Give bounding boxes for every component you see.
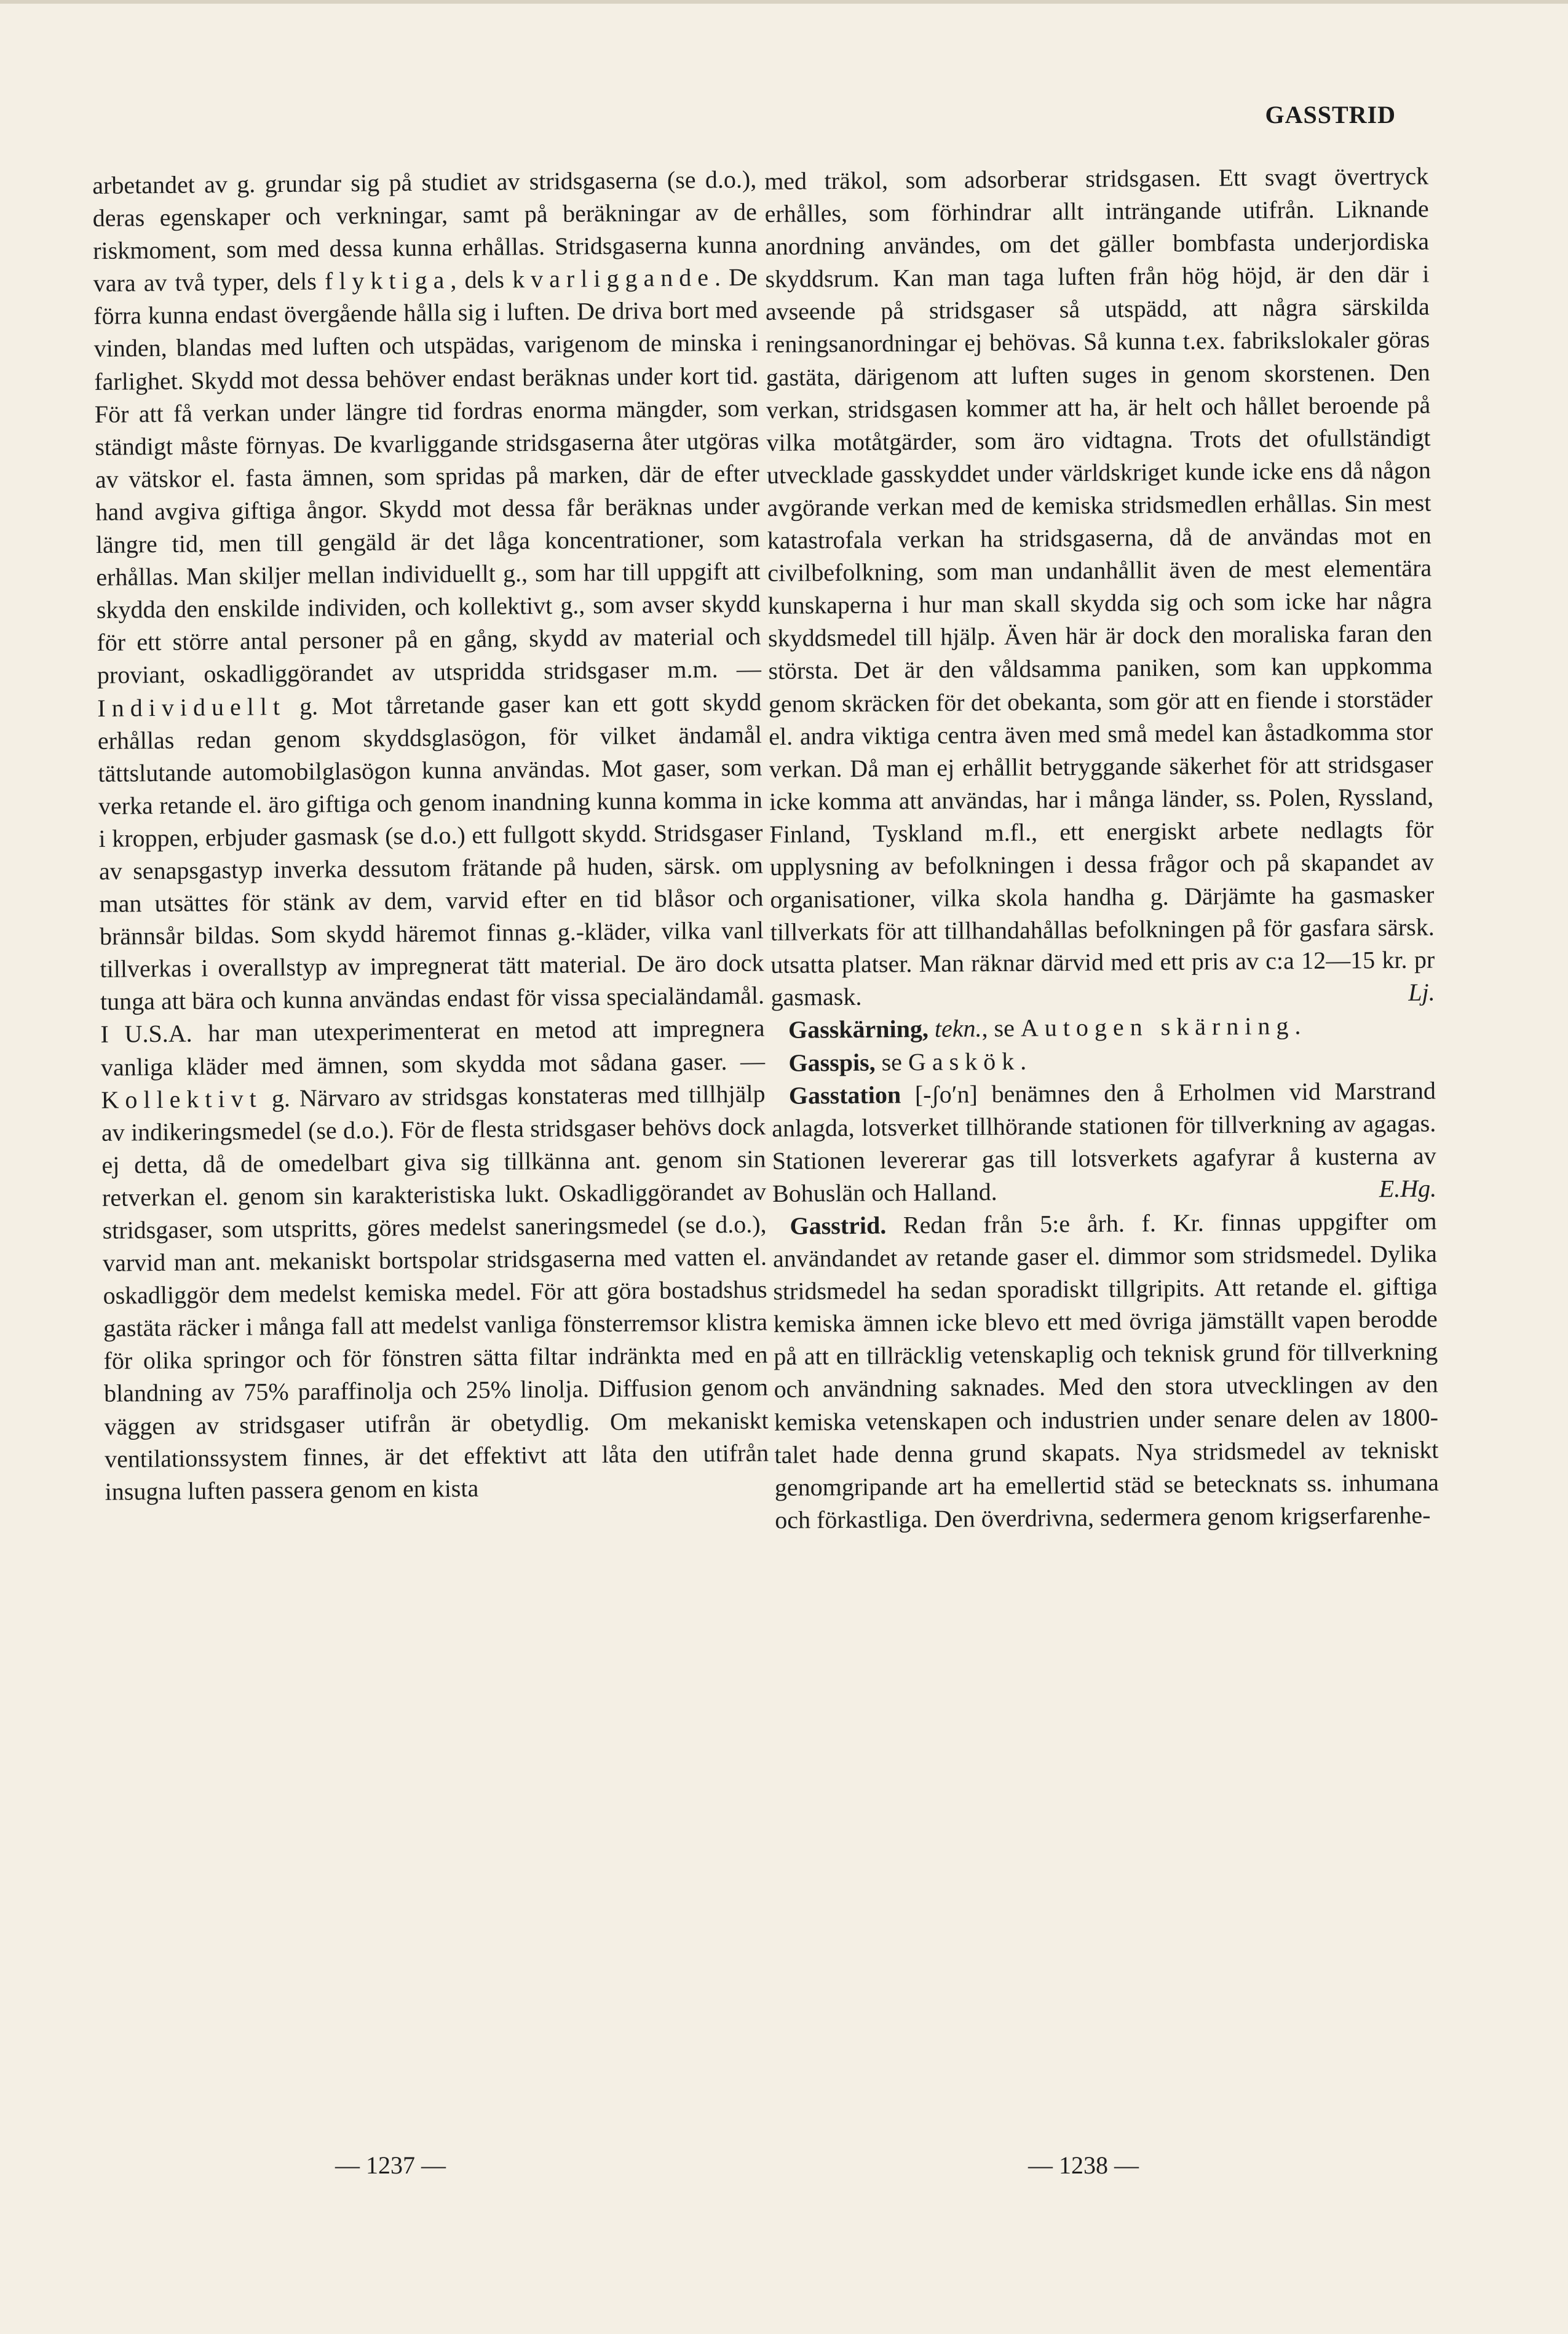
spaced-term-kollektivt: Kollektivt (101, 1084, 263, 1114)
entry-gasstation (772, 1074, 1437, 1210)
text-run: , dels (450, 265, 513, 294)
right-paragraph (764, 160, 1435, 1014)
cross-reference: Autogen skärning (1020, 1012, 1295, 1042)
entry-headword: Gasskärning, (788, 1015, 929, 1044)
page-top-edge (0, 0, 1568, 4)
text-run: med träkol, som adsorberar stridsgasen. Ett svagt övertryck erhålles, som förhindrar allt inträngande utifrån. Liknande anordning användes, om det gäller bombfasta underjordiska skyddsrum. Kan man taga luften från hög höjd, är den där i avseende på stridsgaser så utspädd, att några särskilda reningsanordningar ej behövas. Så kunna t.ex. fabrikslokaler göras gastäta, därigenom att luften suges in genom skorstenen. Den verkan, stridsgasen kommer att ha, är helt och hållet beroende på vilka motåtgärder, som äro vidtagna. Trots det ofullständigt utvecklade gasskyddet under världskriget kunde icke ens då någon avgörande verkan med de kemiska stridsmedlen erhållas. Sin mest katastrofala verkan ha stridsgaserna, då de användas mot en civilbefolkning, som man undanhållit även de mest elementära kunskaperna i hur man skall skydda sig och som icke har några skyddsmedel till hjälp. Även här är dock den moraliska faran den största. Det är den våldsamma paniken, som kan uppkomma genom skräcken för det obekanta, som gör att en fiende i storstäder el. andra viktiga centra även med små medel kan åstadkomma stor verkan. Då man ej erhållit betryggande säkerhet för att stridsgaser icke komma att användas, har i många länder, ss. Polen, Ryssland, Finland, Tyskland m.fl., ett energiskt arbete nedlagts för upplysning av befolkningen i dessa frågor och på skapandet av organisationer, vilka skola handha g. Därjämte ha gasmasker tillverkats för att tillhandahållas befolkningen på för gasfara särsk. utsatta platser. Man räknar därvid med ett pris av c:a 12—15 kr. pr gasmask. (764, 162, 1435, 1012)
spaced-term-individuellt: Individuellt (97, 692, 287, 722)
page-number-left: — 1237 — (335, 2151, 446, 2179)
text-run: . (1020, 1047, 1027, 1075)
cross-reference: Gaskök (908, 1047, 1021, 1076)
entry-headword: Gasstation (788, 1080, 901, 1109)
entry-abbreviation: tekn. (934, 1014, 982, 1043)
left-paragraph (92, 163, 769, 1508)
author-signature: Lj. (1408, 978, 1435, 1007)
text-run: arbetandet av g. grundar sig på studiet av stridsgaserna (se d.o.), deras egenskaper och verkningar, samt på beräkningar av de riskmoment, som med dessa kunna erhållas. Stridsgaserna kunna vara av två typer, dels (92, 165, 758, 298)
text-run: se (875, 1047, 909, 1076)
entry-gasstrid (772, 1204, 1439, 1536)
author-signature: E.Hg. (1379, 1174, 1437, 1203)
page-number-right: — 1238 — (1028, 2151, 1139, 2179)
text-run: [-ʃo′n] benämnes den å Erholmen vid Marstrand anlagda, lotsverket tillhörande stationen för tillverkning av agagas. Stationen levererar gas till lotsverkets agafyrar å kusterna av Bohuslän och Halland. (772, 1076, 1436, 1207)
entry-headword: Gasspis, (788, 1048, 876, 1077)
entry-gasskarning (771, 1009, 1435, 1047)
entry-gasspis (771, 1041, 1435, 1079)
text-run: g. Närvaro av stridsgas konstateras med tillhjälp av indikeringsmedel (se d.o.). För de flesta stridsgaser behövs dock ej detta, då de omedelbart giva sig tillkänna ant. genom sin retverkan el. genom sin karakteristiska lukt. Oskadliggörandet av stridsgaser, som utspritts, göres medelst saneringsmedel (se d.o.), varvid man ant. mekaniskt bortspolar stridsgaserna med vatten el. oskadliggör dem medelst kemiska medel. För att göra bostadshus gastäta räcker i många fall att medelst vanliga fönsterremsor klistra för olika springor och för fönstren sätta filtar indränkta med en blandning av 75% paraffinolja och 25% linolja. Diffusion genom väggen av stridsgaser utifrån är obetydlig. Om mekaniskt ventilationssystem finnes, är det effektivt att låta den utifrån insugna luften passera genom en kista (101, 1079, 769, 1506)
entry-headword: Gasstrid. (790, 1211, 887, 1240)
text-run: , se (981, 1014, 1021, 1042)
text-run: . (1294, 1012, 1301, 1040)
spaced-term-flyktiga: flyktiga (324, 266, 451, 295)
left-column (92, 163, 769, 1508)
right-column (764, 160, 1439, 1536)
text-run: Redan från 5:e årh. f. Kr. finnas uppgifter om användandet av retande gaser el. dimmor som stridsmedel. Dylika stridsmedel ha sedan sporadiskt tillgripits. Att retande el. giftiga kemiska ämnen icke blevo ett med övriga jämställt vapen berodde på att en tillräcklig vetenskaplig och teknisk grund för tillverkning och användning saknades. Med den stora utvecklingen av den kemiska vetenskapen och industrien under senare delen av 1800-talet hade denna grund skapats. Nya stridsmedel av tekniskt genomgripande art ha emellertid städ se betecknats ss. inhumana och förkastliga. Den överdrivna, sedermera genom krigserfarenhe- (772, 1207, 1439, 1534)
text-run: . De förra kunna endast övergående hålla sig i luften. De driva bort med vinden, blandas med luften och utspädas, varigenom de minska i farlighet. Skydd mot dessa behöver endast beräknas under kort tid. För att få verkan under längre tid fordras enorma mängder, som ständigt måste förnyas. De kvarliggande stridsgaserna åter utgöras av vätskor el. fasta ämnen, som spridas på marken, där de efter hand avgiva giftiga ångor. Skydd mot dessa får beräknas under längre tid, men till gengäld är det låga koncentrationer, som erhållas. Man skiljer mellan individuellt g., som har till uppgift att skydda den enskilde individen, och kollektivt g., som avser skydd för ett större antal personer på en gång, skydd av material och proviant, oskadliggörandet av utspridda stridsgaser m.m. — (93, 263, 762, 689)
text-run: g. Mot tårretande gaser kan ett gott skydd erhållas redan genom skyddsglasögon, för vilket ändamål tättslutande automobilglasögon kunna användas. Mot gaser, som verka retande el. äro giftiga och genom inandning kunna komma in i kroppen, erbjuder gasmask (se d.o.) ett fullgott skydd. Stridsgaser av senapsgastyp inverka dessutom frätande på huden, särsk. om man utsättes för stänk av dem, varvid efter en tid blåsor och brännsår bildas. Som skydd häremot finnas g.-kläder, vilka vanl tillverkas i overallstyp av impregnerat tätt material. De äro dock tunga att bära och kunna användas endast för vissa specialändamål. I U.S.A. har man utexperimenterat en metod att impregnera vanliga kläder med ämnen, som skydda mot sådana gaser. — (97, 688, 766, 1081)
spaced-term-kvarliggande: kvarliggande (512, 263, 715, 293)
running-head: GASSTRID (1265, 101, 1396, 129)
